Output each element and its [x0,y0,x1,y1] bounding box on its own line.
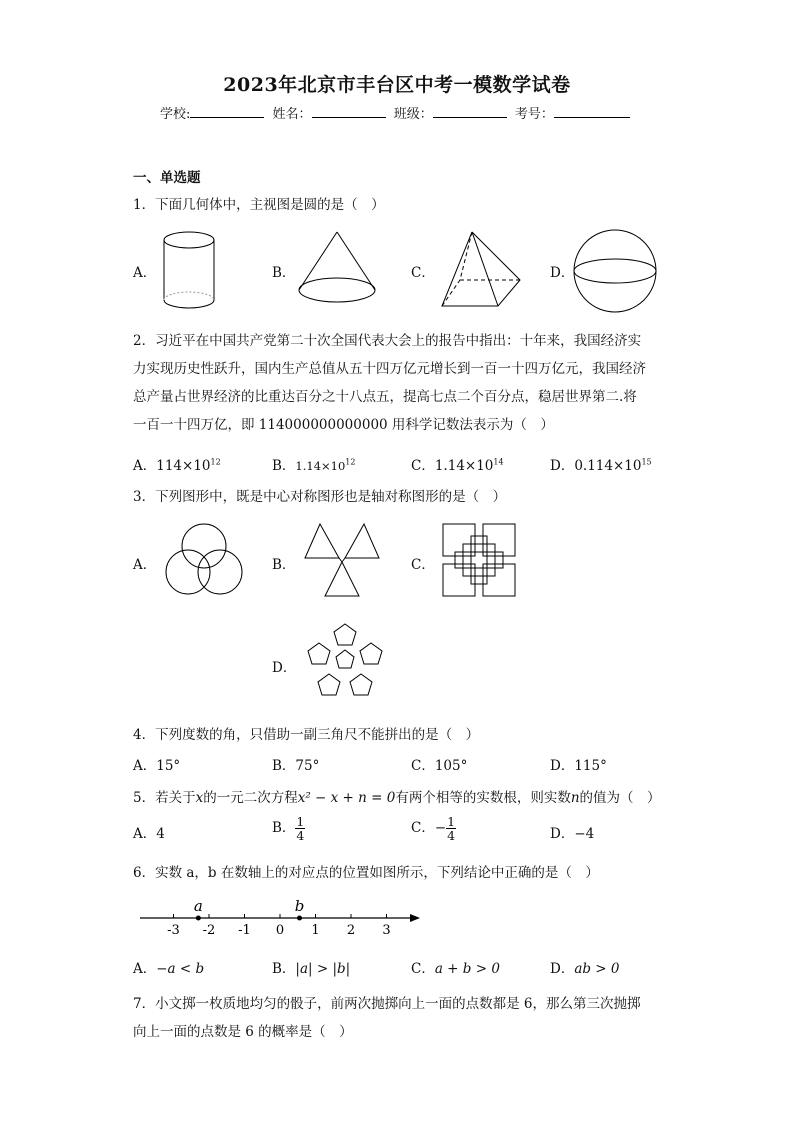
q6-option-a [133,957,204,977]
q6-option-d-label: D． [550,961,575,977]
q2-option-c-base: 1.14×10 [434,458,494,474]
number-line-tick-label: 3 [382,923,391,938]
q2-option-a-label: A． [133,458,157,474]
q2-option-c-exp: 14 [493,457,504,467]
q1-option-c-label: C． [411,265,435,281]
q2-option-a-exp: 12 [210,457,221,467]
class-label: 班级： [393,107,433,122]
number-line-tick-label: -1 [238,923,251,938]
q1-option-d-label: D． [550,265,575,281]
number-line-tick-label: -2 [202,923,216,938]
number-line-point-label-b: b [294,897,305,915]
school-label: 学校: [160,107,191,122]
number-line-arrow [410,914,420,922]
q5-stem-pre: 5．若关于 [133,790,196,806]
number-line-tick-label: -3 [167,923,180,938]
q6-option-b [272,957,350,977]
section-title: 一、单选题 [133,170,201,186]
number-line-point-label-a: a [193,897,203,915]
question-1-stem: 1．下面几何体中，主视图是圆的是（ ） [133,197,385,213]
q5-var-x: x [195,790,204,806]
fraction-numerator: 1 [447,814,456,829]
q6-option-a-expr: −a < b [156,961,205,977]
question-6-stem: 6．实数 a，b 在数轴上的对应点的位置如图所示，下列结论中正确的是（ ） [133,865,599,881]
q5-stem-end: 的值为（ ） [579,790,661,806]
number-line-point-a [196,916,201,921]
q2-line-1: 2．习近平在中国共产党第二十次全国代表大会上的报告中指出：十年来，我国经济实 [133,333,642,349]
number-line-tick-label: 1 [311,923,320,938]
q6-option-c [411,957,500,977]
q6-option-b-label: B． [272,961,296,977]
q3-option-d-label: D． [272,660,297,676]
number-line-tick-label: 2 [346,923,356,938]
q4-option-d: D．115° [550,758,607,774]
fraction-denominator: 4 [296,828,305,843]
q7-line-2: 向上一面的点数是 6 的概率是（ ） [133,1024,353,1040]
q6-option-b-expr: |a| > |b| [295,961,351,977]
q4-option-b: B．75° [272,758,320,774]
q4-option-a: A．15° [133,758,181,774]
q2-option-b-base: 1.14×10 [295,459,346,473]
q6-option-d-expr: ab > 0 [574,961,620,977]
q5-option-d: D．−4 [550,826,595,842]
question-4-stem: 4．下列度数的角，只借助一副三角尺不能拼出的是（ ） [133,727,480,743]
q3-option-c-label: C． [411,557,435,573]
q6-option-a-label: A． [133,961,157,977]
q5-stem-mid: 的一元二次方程 [203,790,298,806]
q6-option-c-expr: a + b > 0 [434,961,500,977]
number-line-tick-label: 0 [275,923,285,938]
q5-var-n: n [570,790,580,806]
q2-option-b-label: B． [272,458,296,474]
q7-line-1: 7．小文掷一枚质地均匀的骰子，前两次抛掷向上一面的点数都是 6，那么第三次抛掷 [133,996,641,1012]
q5-equation: x² − x + n = 0 [297,790,396,806]
q3-option-a-label: A． [133,557,157,573]
q2-line-4: 一百一十四万亿，即 114000000000000 用科学记数法表示为（ ） [133,417,554,433]
name-label: 姓名： [272,107,312,122]
number-label: 考号： [514,107,554,122]
fraction-numerator: 1 [296,814,305,829]
q2-option-d-base: 0.114×10 [574,458,642,474]
fraction-denominator: 4 [447,828,456,843]
q2-option-d-label: D． [550,458,575,474]
q2-option-c-label: C． [411,458,435,474]
q2-option-d-exp: 15 [641,457,652,467]
q2-line-3: 总产量占世界经济的比重达百分之十八点五，提高七点二个百分点，稳居世界第二.将 [133,389,637,405]
q4-option-c: C．105° [411,758,468,774]
question-7-stem [133,990,663,1046]
number-line-point-b [297,916,302,921]
q5-option-b-label: B． [272,820,296,836]
question-3-stem: 3．下列图形中，既是中心对称图形也是轴对称图形的是（ ） [133,489,507,505]
page-title: 2023年北京市丰台区中考一模数学试卷 [223,74,571,96]
q5-option-c-label: C．− [411,820,447,836]
q6-option-c-label: C． [411,961,435,977]
q1-option-a-label: A． [133,265,157,281]
q3-option-b-label: B． [272,557,296,573]
q2-line-2: 力实现历史性跃升，国内生产总值从五十四万亿元增长到一百一十四万亿元，我国经济 [133,361,646,377]
q2-option-a-base: 114×10 [156,458,211,474]
q5-stem-post: 有两个相等的实数根，则实数 [395,790,571,806]
q6-option-d [550,957,620,977]
q2-option-b-exp: 12 [345,457,356,467]
q5-option-a: A．4 [133,826,165,842]
q1-option-b-label: B． [272,265,296,281]
